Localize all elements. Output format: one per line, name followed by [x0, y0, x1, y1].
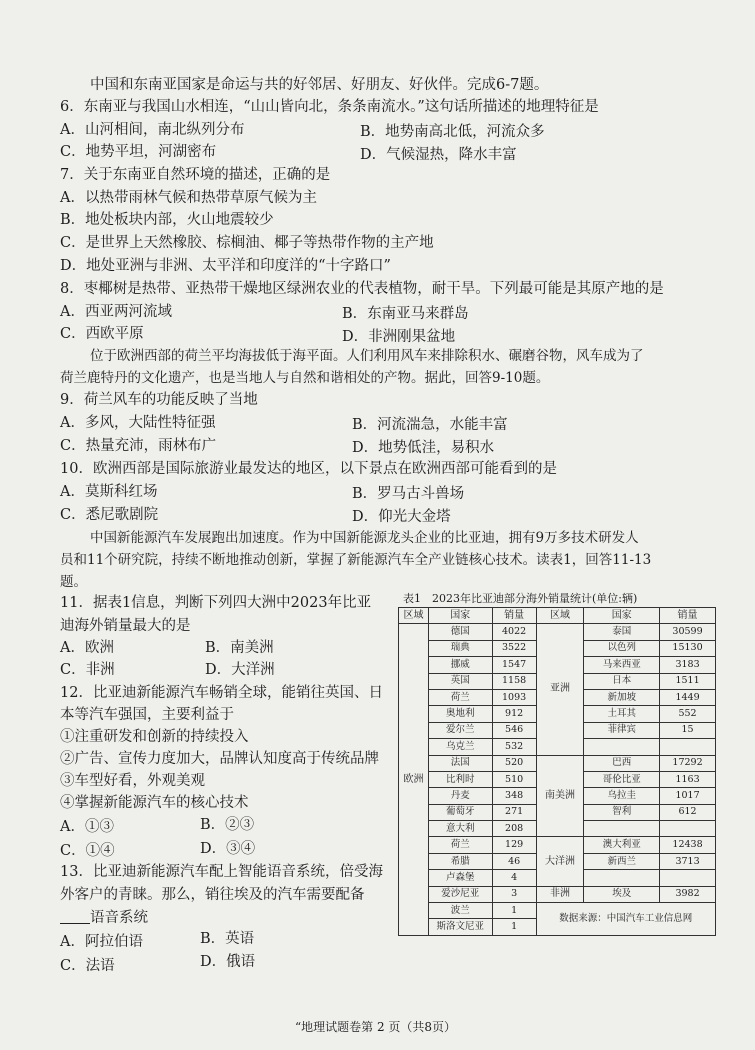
sales-cell: 3	[492, 886, 536, 902]
sales-cell: 271	[492, 804, 536, 820]
table-caption: 表1 2023年比亚迪部分海外销量统计(单位:辆)	[403, 592, 638, 605]
sales-table-body	[399, 608, 716, 936]
question-11-stem-line1: 11．据表1信息，判断下列四大洲中2023年比亚	[60, 595, 372, 611]
country-cell: 新加坡	[584, 689, 660, 705]
intro-text-9-10-line1: 位于欧洲西部的荷兰平均海拔低于海平面。人们利用风车来排除积水、碾磨谷物，风车成为了	[90, 348, 644, 364]
country-cell: 日本	[584, 673, 660, 689]
country-cell: 卢森堡	[428, 870, 492, 886]
intro-text-6-7: 中国和东南亚国家是命运与共的好邻居、好朋友、好伙伴。完成6-7题。	[90, 77, 549, 93]
question-7-option-a: A．以热带雨林气候和热带草原气候为主	[60, 190, 317, 206]
question-13-option-a: A．阿拉伯语	[60, 934, 143, 950]
question-10-option-c: C．悉尼歌剧院	[60, 507, 159, 523]
question-11-option-d: D．大洋洲	[205, 662, 275, 678]
country-cell: 奥地利	[428, 706, 492, 722]
country-cell: 荷兰	[428, 689, 492, 705]
question-11-option-c: C．非洲	[60, 662, 115, 678]
question-8-option-c: C．西欧平原	[60, 326, 144, 342]
question-11-stem-line2: 迪海外销量最大的是	[60, 618, 191, 634]
sales-cell: 546	[492, 722, 536, 738]
table-row	[399, 903, 716, 919]
question-13-option-c: C．法语	[60, 958, 115, 974]
country-cell: 波兰	[428, 903, 492, 919]
answer-blank	[60, 909, 90, 924]
country-cell: 爱沙尼亚	[428, 886, 492, 902]
table-row	[399, 886, 716, 902]
country-cell: 乌拉圭	[584, 788, 660, 804]
country-cell: 乌克兰	[428, 739, 492, 755]
country-cell: 泰国	[584, 624, 660, 640]
question-12-option-c: C．①④	[60, 843, 115, 859]
header-cell: 国家	[428, 608, 492, 624]
data-source-note: 数据来源：中国汽车工业信息网	[536, 903, 715, 936]
sales-cell: 3982	[660, 886, 716, 902]
country-cell: 澳大利亚	[584, 837, 660, 853]
sales-cell: 3713	[660, 853, 716, 869]
region-europe: 欧洲	[399, 624, 429, 935]
sales-cell: 3522	[492, 640, 536, 656]
question-9-stem: 9．荷兰风车的功能反映了当地	[60, 392, 258, 408]
sales-cell: 520	[492, 755, 536, 771]
sales-cell: 46	[492, 853, 536, 869]
sales-cell: 552	[660, 706, 716, 722]
empty-cell	[584, 870, 660, 886]
country-cell: 埃及	[584, 886, 660, 902]
sales-cell: 1	[492, 903, 536, 919]
sales-cell: 532	[492, 739, 536, 755]
question-13-stem-text: 语音系统	[90, 910, 148, 926]
question-6-option-c: C．地势平坦，河湖密布	[60, 144, 217, 160]
question-10-option-b: B．罗马古斗兽场	[352, 486, 465, 502]
sales-cell: 348	[492, 788, 536, 804]
country-cell: 智利	[584, 804, 660, 820]
country-cell: 丹麦	[428, 788, 492, 804]
sales-cell: 510	[492, 771, 536, 787]
sales-cell: 1017	[660, 788, 716, 804]
table-row	[399, 755, 716, 771]
table-row	[399, 624, 716, 640]
sales-cell: 1547	[492, 657, 536, 673]
question-10-option-d: D．仰光大金塔	[352, 509, 451, 525]
country-cell: 马来西亚	[584, 657, 660, 673]
region-oceania: 大洋洲	[536, 837, 584, 886]
country-cell: 爱尔兰	[428, 722, 492, 738]
question-8-option-b: B．东南亚马来群岛	[342, 306, 469, 322]
country-cell: 希腊	[428, 853, 492, 869]
question-8-stem: 8．枣椰树是热带、亚热带干燥地区绿洲农业的代表植物，耐干旱。下列最可能是其原产地的是	[60, 281, 664, 297]
sales-cell: 208	[492, 821, 536, 837]
country-cell: 斯洛文尼亚	[428, 919, 492, 935]
country-cell: 瑞典	[428, 640, 492, 656]
country-cell: 哥伦比亚	[584, 771, 660, 787]
sales-cell: 1	[492, 919, 536, 935]
empty-cell	[584, 739, 660, 755]
country-cell: 巴西	[584, 755, 660, 771]
question-12-option-a: A．①③	[60, 819, 114, 835]
region-africa: 非洲	[536, 886, 584, 902]
header-cell: 销量	[660, 608, 716, 624]
question-7-stem: 7．关于东南亚自然环境的描述，正确的是	[60, 167, 331, 183]
sales-cell: 4022	[492, 624, 536, 640]
empty-cell	[584, 821, 660, 837]
question-6-option-d: D．气候湿热，降水丰富	[360, 147, 517, 163]
header-cell: 区域	[536, 608, 584, 624]
question-11-option-b: B．南美洲	[205, 640, 274, 656]
sales-cell: 3183	[660, 657, 716, 673]
question-13-option-b: B．英语	[200, 931, 255, 947]
intro-text-11-13-line3: 题。	[60, 574, 87, 590]
sales-cell: 1158	[492, 673, 536, 689]
question-13-option-d: D．俄语	[200, 954, 256, 970]
sales-cell: 15130	[660, 640, 716, 656]
question-12-statement-3: ③车型好看，外观美观	[60, 773, 205, 789]
sales-cell: 30599	[660, 624, 716, 640]
question-8-option-d: D．非洲刚果盆地	[342, 329, 456, 345]
sales-cell: 15	[660, 722, 716, 738]
sales-cell: 612	[660, 804, 716, 820]
question-8-option-a: A．西亚两河流域	[60, 304, 172, 320]
question-7-option-c: C．是世界上天然橡胶、棕榈油、椰子等热带作物的主产地	[60, 235, 434, 251]
page-footer: “地理试题卷第 2 页（共8页）	[295, 1020, 457, 1034]
header-cell: 区域	[399, 608, 429, 624]
question-10-option-a: A．莫斯科红场	[60, 484, 158, 500]
sales-cell: 912	[492, 706, 536, 722]
country-cell: 意大利	[428, 821, 492, 837]
empty-cell	[660, 821, 716, 837]
table-row	[399, 837, 716, 853]
country-cell: 以色列	[584, 640, 660, 656]
country-cell: 荷兰	[428, 837, 492, 853]
region-asia: 亚洲	[536, 624, 584, 755]
country-cell: 英国	[428, 673, 492, 689]
intro-text-9-10-line2: 荷兰鹿特丹的文化遗产，也是当地人与自然和谐相处的产物。据此，回答9-10题。	[60, 370, 550, 386]
table-header-row	[399, 608, 716, 624]
empty-cell	[660, 870, 716, 886]
question-7-option-b: B．地处板块内部，火山地震较少	[60, 212, 274, 228]
question-12-statement-1: ①注重研发和创新的持续投入	[60, 729, 249, 745]
question-12-statement-4: ④掌握新能源汽车的核心技术	[60, 795, 249, 811]
question-9-option-b: B．河流湍急，水能丰富	[352, 417, 508, 433]
country-cell: 比利时	[428, 771, 492, 787]
intro-text-11-13-line2: 员和11个研究院，持续不断地推动创新，掌握了新能源汽车全产业链核心技术。读表1，回答11-13	[60, 552, 652, 568]
question-6-option-a: A．山河相间，南北纵列分布	[60, 122, 245, 138]
country-cell: 法国	[428, 755, 492, 771]
question-12-option-b: B．②③	[200, 817, 255, 833]
country-cell: 德国	[428, 624, 492, 640]
sales-cell: 12438	[660, 837, 716, 853]
empty-cell	[660, 739, 716, 755]
region-south-america: 南美洲	[536, 755, 584, 837]
country-cell: 挪威	[428, 657, 492, 673]
country-cell: 菲律宾	[584, 722, 660, 738]
question-11-option-a: A．欧洲	[60, 640, 114, 656]
sales-cell: 1163	[660, 771, 716, 787]
question-12-option-d: D．③④	[200, 841, 256, 857]
question-12-statement-2: ②广告、宣传力度加大，品牌认知度高于传统品牌	[60, 751, 379, 767]
question-12-stem-line1: 12．比亚迪新能源汽车畅销全球，能销往英国、日	[60, 685, 383, 701]
question-10-stem: 10．欧洲西部是国际旅游业最发达的地区，以下景点在欧洲西部可能看到的是	[60, 461, 557, 477]
question-13-stem-line3	[60, 908, 148, 928]
question-9-option-c: C．热量充沛，雨林布广	[60, 438, 217, 454]
header-cell: 国家	[584, 608, 660, 624]
sales-cell: 1449	[660, 689, 716, 705]
sales-cell: 129	[492, 837, 536, 853]
header-cell: 销量	[492, 608, 536, 624]
question-13-stem-line1: 13．比亚迪新能源汽车配上智能语音系统，倍受海	[60, 864, 383, 880]
sales-cell: 1093	[492, 689, 536, 705]
sales-cell: 17292	[660, 755, 716, 771]
question-6-option-b: B．地势南高北低，河流众多	[360, 124, 545, 140]
country-cell: 新西兰	[584, 853, 660, 869]
country-cell: 土耳其	[584, 706, 660, 722]
question-7-option-d: D．地处亚洲与非洲、太平洋和印度洋的“十字路口”	[60, 258, 391, 274]
question-9-option-a: A．多风，大陆性特征强	[60, 415, 216, 431]
question-12-stem-line2: 本等汽车强国，主要利益于	[60, 707, 234, 723]
country-cell: 葡萄牙	[428, 804, 492, 820]
question-6-stem: 6．东南亚与我国山水相连，“山山皆向北，条条南流水。”这句话所描述的地理特征是	[60, 99, 599, 115]
sales-table	[398, 607, 716, 936]
sales-cell: 1511	[660, 673, 716, 689]
sales-cell: 4	[492, 870, 536, 886]
question-9-option-d: D．地势低洼，易积水	[352, 440, 495, 456]
question-13-stem-line2: 外客户的青睐。那么，销往埃及的汽车需要配备	[60, 887, 365, 903]
intro-text-11-13-line1: 中国新能源汽车发展跑出加速度。作为中国新能源龙头企业的比亚迪，拥有9万多技术研发人	[90, 530, 639, 546]
